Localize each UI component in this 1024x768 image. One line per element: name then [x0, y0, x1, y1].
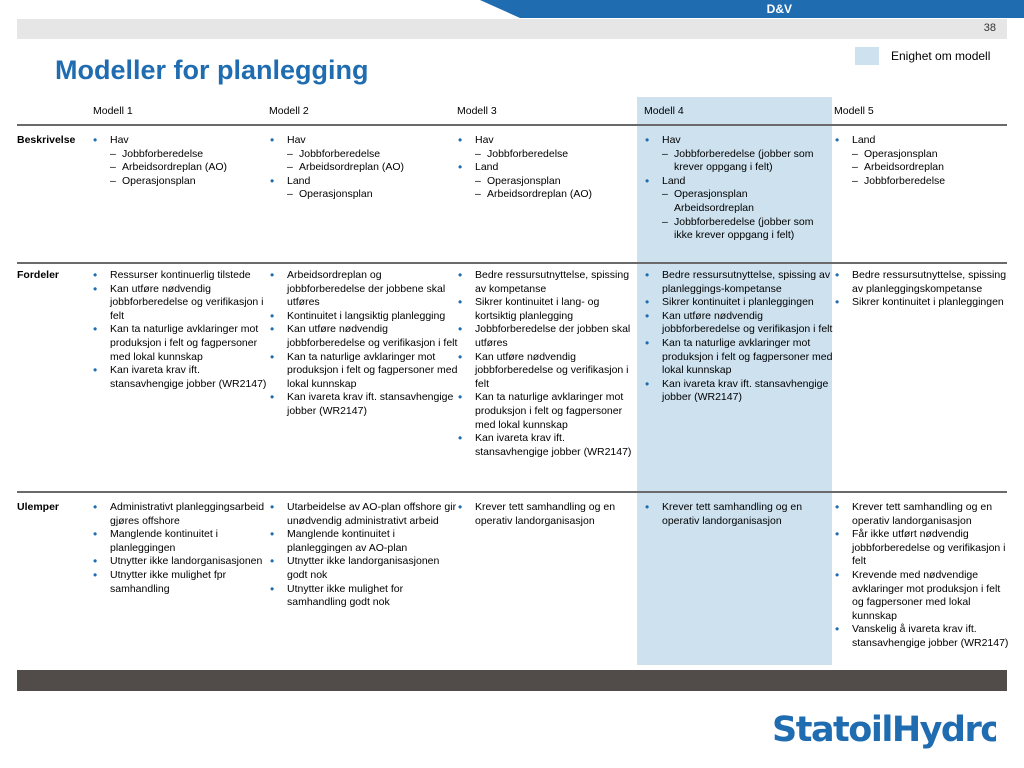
row-divider — [17, 124, 1007, 126]
sub-item: – Operasjonsplan — [456, 175, 638, 189]
table-cell — [91, 269, 269, 391]
table-cell — [91, 134, 267, 188]
row-label: Ulemper — [17, 501, 60, 513]
sub-item: – Operasjonsplan — [643, 188, 833, 202]
bullet-item: • Sikrer kontinuitet i planleggingen — [643, 296, 833, 310]
sub-item: – Jobbforberedelse — [833, 175, 1011, 189]
sub-item: – Operasjonsplan — [833, 148, 1011, 162]
top-band — [0, 0, 1024, 18]
bullet-item: • Arbeidsordreplan og jobbforberedelse der jobbene skal utføres — [268, 269, 458, 310]
bullet-item: • Kan ivareta krav ift. stansavhengige jobber (WR2147) — [91, 364, 269, 391]
bullet-item: • Utarbeidelse av AO-plan offshore gir unødvendig administrativt arbeid — [268, 501, 460, 528]
bullet-item: • Bedre ressursutnyttelse, spissing av planleggings-kompetanse — [643, 269, 833, 296]
bullet-item: • Kan ivareta krav ift. stansavhengige jobber (WR2147) — [268, 391, 458, 418]
bullet-item: • Ressurser kontinuerlig tilstede — [91, 269, 269, 283]
table-cell — [456, 501, 638, 528]
table-cell — [833, 501, 1011, 651]
column-header: Modell 1 — [93, 105, 133, 117]
legend-label: Enighet om modell — [891, 49, 991, 63]
sub-item: – Jobbforberedelse (jobber som krever oppgang i felt) — [643, 148, 833, 175]
row-label: Beskrivelse — [17, 134, 76, 146]
row-divider — [17, 491, 1007, 493]
bullet-item: • Kan ivareta krav ift. stansavhengige jobber (WR2147) — [643, 378, 833, 405]
table-cell — [643, 501, 833, 528]
sub-item: – Jobbforberedelse (jobber som ikke krever oppgang i felt) — [643, 216, 833, 243]
bullet-item: • Sikrer kontinuitet i planleggingen — [833, 296, 1011, 310]
column-header: Modell 4 — [644, 105, 684, 117]
bullet-item: • Hav — [456, 134, 638, 148]
table-cell — [643, 134, 833, 243]
table-cell — [833, 269, 1011, 310]
column-header: Modell 5 — [834, 105, 874, 117]
table-cell — [91, 501, 267, 596]
bullet-item: • Kan utføre nødvendig jobbforberedelse og verifikasjon i felt — [456, 351, 638, 392]
bullet-item: • Krever tett samhandling og en operativ landorganisasjon — [643, 501, 833, 528]
bullet-item: • Sikrer kontinuitet i lang- og kortsiktig planlegging — [456, 296, 638, 323]
footer-bar — [17, 670, 1007, 691]
bullet-item: • Hav — [91, 134, 267, 148]
table-cell — [268, 134, 458, 202]
bullet-item: • Kan ta naturlige avklaringer mot produksjon i felt og fagpersoner med lokal kunnskap — [456, 391, 638, 432]
bullet-item: • Kan utføre nødvendig jobbforberedelse og verifikasjon i felt — [268, 323, 458, 350]
legend-swatch — [855, 47, 879, 65]
row-divider — [17, 262, 1007, 264]
bullet-item: • Kan ta naturlige avklaringer mot produksjon i felt og fagpersoner med lokal kunnskap — [91, 323, 269, 364]
bullet-item: • Får ikke utført nødvendig jobbforberedelse og verifikasjon i felt — [833, 528, 1011, 569]
sub-item: – Jobbforberedelse — [456, 148, 638, 162]
column-header: Modell 2 — [269, 105, 309, 117]
sub-item: – Jobbforberedelse — [268, 148, 458, 162]
bullet-item: • Land — [268, 175, 458, 189]
sub-item: – Operasjonsplan — [91, 175, 267, 189]
bullet-item: • Utnytter ikke mulighet fpr samhandling — [91, 569, 267, 596]
bullet-item: • Vanskelig å ivareta krav ift. stansavhengige jobber (WR2147) — [833, 623, 1011, 650]
sub-item: Arbeidsordreplan — [674, 201, 754, 214]
page-title: Modeller for planlegging — [55, 55, 369, 85]
bullet-item: • Manglende kontinuitet i planleggingen — [91, 528, 267, 555]
sub-item: – Arbeidsordreplan (AO) — [456, 188, 638, 202]
bullet-item: • Krever tett samhandling og en operativ landorganisasjon — [456, 501, 638, 528]
svg-text:StatoilHydro: StatoilHydro — [772, 710, 996, 750]
department-label: D&V — [766, 2, 792, 16]
bullet-item: • Jobbforberedelse der jobben skal utføres — [456, 323, 638, 350]
bullet-item: • Land — [643, 175, 833, 189]
table-cell — [268, 269, 458, 419]
statoilhydro-logo — [772, 703, 996, 755]
bullet-item: • Kontinuitet i langsiktig planlegging — [268, 310, 458, 324]
bullet-item: • Kan utføre nødvendig jobbforberedelse og verifikasjon i felt — [91, 283, 269, 324]
table-cell — [833, 134, 1011, 188]
column-header: Modell 3 — [457, 105, 497, 117]
bullet-item: • Administrativt planleggingsarbeid gjøres offshore — [91, 501, 267, 528]
table-cell — [643, 269, 833, 405]
bullet-item: • Utnytter ikke mulighet for samhandling godt nok — [268, 583, 460, 610]
bullet-item: • Hav — [268, 134, 458, 148]
bullet-item: • Bedre ressursutnyttelse, spissing av kompetanse — [456, 269, 638, 296]
bullet-item: • Utnytter ikke landorganisasjonen — [91, 555, 267, 569]
bullet-item: • Hav — [643, 134, 833, 148]
bullet-item: • Manglende kontinuitet i planleggingen av AO-plan — [268, 528, 460, 555]
sub-item: – Operasjonsplan — [268, 188, 458, 202]
bullet-item: • Utnytter ikke landorganisasjonen godt nok — [268, 555, 460, 582]
row-label: Fordeler — [17, 269, 60, 281]
bullet-item: • Krever tett samhandling og en operativ landorganisasjon — [833, 501, 1011, 528]
sub-item: – Jobbforberedelse — [91, 148, 267, 162]
sub-item: – Arbeidsordreplan (AO) — [91, 161, 267, 175]
legend — [855, 47, 990, 65]
sub-item: – Arbeidsordreplan — [833, 161, 1011, 175]
header-bar — [17, 19, 1007, 39]
bullet-item: • Kan ta naturlige avklaringer mot produksjon i felt og fagpersoner med lokal kunnskap — [643, 337, 833, 378]
table-cell — [268, 501, 460, 610]
bullet-item: • Krevende med nødvendige avklaringer mot produksjon i felt og fagpersoner med lokal kunnskap — [833, 569, 1011, 623]
bullet-item: • Kan ivareta krav ift. stansavhengige jobber (WR2147) — [456, 432, 638, 459]
bullet-item: • Bedre ressursutnyttelse, spissing av planleggingskompetanse — [833, 269, 1011, 296]
bullet-item: • Kan utføre nødvendig jobbforberedelse og verifikasjon i felt — [643, 310, 833, 337]
table-cell — [456, 269, 638, 459]
bullet-item: • Land — [456, 161, 638, 175]
bullet-item: • Land — [833, 134, 1011, 148]
table-cell — [456, 134, 638, 202]
sub-item: – Arbeidsordreplan (AO) — [268, 161, 458, 175]
bullet-item: • Kan ta naturlige avklaringer mot produksjon i felt og fagpersoner med lokal kunnskap — [268, 351, 458, 392]
page-number: 38 — [983, 22, 996, 34]
